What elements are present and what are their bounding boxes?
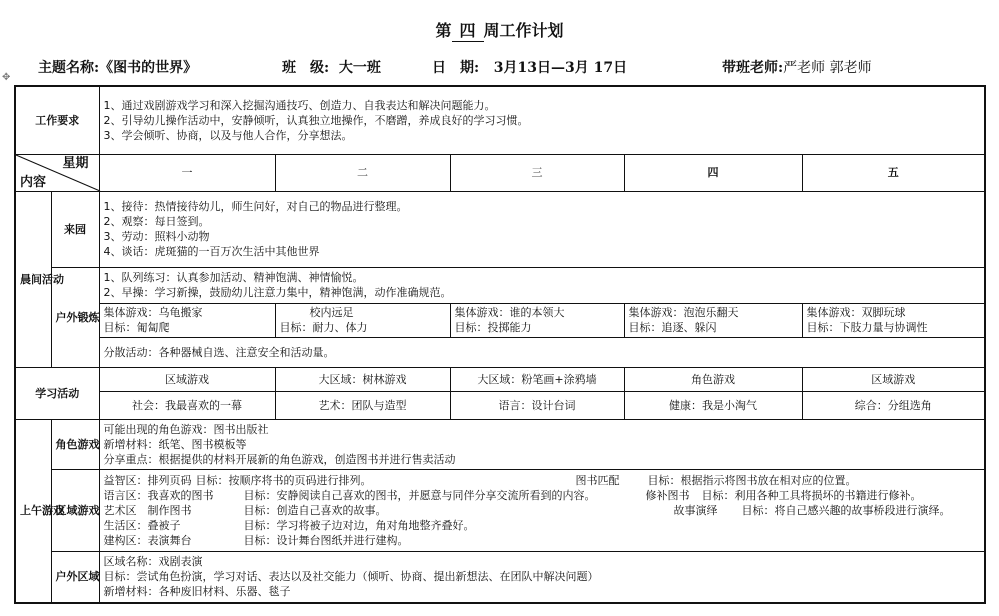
theme: [38, 57, 197, 77]
day-header-row: [15, 154, 985, 191]
area-extra-goal: 目标：根据指示将图书放在相对应的位置。: [647, 473, 857, 487]
learning-areas-row: [15, 367, 985, 391]
theme-value: 《图书的世界》: [99, 60, 198, 76]
area-name: 建构区：表演舞台: [103, 533, 192, 547]
day-mon: 一: [99, 154, 275, 191]
area-line: [104, 533, 981, 548]
outdoor-free: 分散活动：各种器械自选、注意安全和活动量。: [99, 337, 985, 367]
corner-top: 星期: [62, 155, 89, 171]
area-name: 语言区：我喜欢的图书: [103, 488, 214, 502]
learning-lesson: 健康：我是小淘气: [624, 391, 802, 419]
learning-label: 学习活动: [15, 367, 99, 419]
work-requirements-row: [15, 86, 985, 154]
arrive-line: 2、观察：每日签到。: [103, 215, 210, 228]
role-game-row: [15, 419, 985, 469]
game-name: 集体游戏：泡泡乐翻天: [628, 306, 739, 319]
area-extra-goal: 目标：利用各种工具将损坏的书籍进行修补。: [701, 488, 922, 502]
work-line: 1、通过戏剧游戏学习和深入挖掘沟通技巧、创造力、自我表达和解决问题能力。: [103, 98, 496, 112]
game-goal: 目标：耐力、体力: [279, 321, 368, 334]
day-wed: 三: [450, 154, 624, 191]
area-name: 生活区：叠被子: [103, 518, 181, 532]
area-goal: 目标：学习将被子边对边，角对角地整齐叠好。: [243, 518, 475, 532]
learning-lesson: 综合：分组选角: [802, 391, 985, 419]
teacher-info: [722, 57, 872, 77]
weekly-plan-table: [14, 85, 986, 604]
area-line: [104, 518, 981, 533]
morning-arrive-row: [15, 191, 985, 267]
arrive-line: 3、劳动：照料小动物: [103, 230, 210, 243]
game-mon: [99, 303, 275, 337]
area-content: [99, 469, 985, 551]
learning-lessons-row: [15, 391, 985, 419]
theme-label: 主题名称:: [38, 60, 100, 76]
role-line: 新增材料：纸笔、图书模板等: [103, 437, 247, 451]
corner-bottom: 内容: [20, 174, 47, 190]
corner-header: [15, 154, 99, 191]
day-fri: 五: [802, 154, 985, 191]
area-goal: 目标：按顺序将书的页码进行排列。: [195, 473, 372, 487]
game-name: 集体游戏：双脚玩球: [806, 306, 906, 319]
outdoor-area-line: 新增材料：各种废旧材料、乐器、毯子: [103, 585, 291, 599]
learning-lesson: 艺术：团队与造型: [275, 391, 450, 419]
work-content: [99, 86, 985, 154]
area-extra: 图书匹配: [575, 473, 620, 487]
date-info: [432, 57, 627, 77]
game-thu: [624, 303, 802, 337]
learning-area: 角色游戏: [624, 367, 802, 391]
class-value: 大一班: [338, 60, 381, 76]
game-goal: 目标：追逐、躲闪: [628, 321, 717, 334]
outdoor-line: 2、早操：学习新操，鼓励幼儿注意力集中，精神饱满，动作准确规范。: [103, 286, 452, 299]
learning-area: 区域游戏: [99, 367, 275, 391]
work-line: 3、学会倾听、协商，以及与他人合作，分享想法。: [103, 128, 353, 142]
work-label: 工作要求: [15, 86, 99, 154]
area-name: 益智区：排列页码: [103, 473, 192, 487]
learning-area: 大区域：粉笔画+涂鸦墙: [450, 367, 624, 391]
area-extra: 修补图书: [645, 488, 690, 502]
area-line: [104, 503, 981, 518]
move-handle-icon[interactable]: ✥: [2, 72, 11, 83]
learning-lesson: 社会：我最喜欢的一幕: [99, 391, 275, 419]
am-games-label: 上午游戏: [15, 419, 51, 603]
area-name: 艺术区 制作图书: [103, 503, 192, 517]
date-value: 3月13日—3月 17日: [493, 60, 628, 76]
area-extra-goal: 目标：将自己感兴趣的故事桥段进行演绎。: [741, 503, 951, 517]
area-line: [104, 488, 981, 503]
role-label: 角色游戏: [51, 419, 99, 469]
work-line: 2、引导幼儿操作活动中，安静倾听，认真独立地操作，不磨蹭，养成良好的学习习惯。: [103, 113, 529, 127]
outdoor-area-row: [15, 551, 985, 603]
role-line: 可能出现的角色游戏：图书出版社: [103, 422, 269, 436]
game-goal: 目标：匍匐爬: [103, 321, 170, 334]
outdoor-area-content: [99, 551, 985, 603]
arrive-label: 来园: [51, 191, 99, 267]
game-wed: [450, 303, 624, 337]
game-name: 集体游戏：谁的本领大: [454, 306, 565, 319]
date-label: 日 期:: [432, 60, 480, 76]
area-line: [104, 473, 981, 488]
area-label: 区域游戏: [51, 469, 99, 551]
outdoor-free-row: [15, 337, 985, 367]
game-fri: [802, 303, 985, 337]
outdoor-games-row: [15, 303, 985, 337]
role-content: [99, 419, 985, 469]
day-tue: 二: [275, 154, 450, 191]
page-title: [0, 18, 999, 42]
game-name: 校内远足: [309, 306, 354, 319]
game-goal: 目标：投掷能力: [454, 321, 532, 334]
teacher-label: 带班老师:: [722, 60, 784, 76]
outdoor-line: 1、队列练习：认真参加活动、精神饱满、神情愉悦。: [103, 271, 364, 284]
title-prefix: 第: [435, 21, 452, 40]
arrive-line: 4、谈话：虎斑猫的一百万次生活中其他世界: [103, 245, 320, 258]
outdoor-intro: [99, 267, 985, 303]
outdoor-area-line: 目标：尝试角色扮演，学习对话、表达以及社交能力（倾听、协商、提出新想法、在团队中解决问题）: [103, 570, 599, 584]
game-goal: 目标：下肢力量与协调性: [806, 321, 928, 334]
learning-lesson: 语言：设计台词: [450, 391, 624, 419]
class-info: [282, 57, 381, 77]
arrive-line: 1、接待：热情接待幼儿，师生问好，对自己的物品进行整理。: [103, 200, 408, 213]
game-tue: [275, 303, 450, 337]
learning-area: 大区域：树林游戏: [275, 367, 450, 391]
outdoor-intro-row: [15, 267, 985, 303]
outdoor-area-label: 户外区域: [51, 551, 99, 603]
area-goal: 目标：安静阅读自己喜欢的图书，并愿意与同伴分享交流所看到的内容。: [243, 488, 596, 502]
class-label: 班 级:: [282, 60, 330, 76]
area-extra: 故事演绎: [673, 503, 718, 517]
outdoor-area-line: 区域名称：戏剧表演: [103, 555, 203, 569]
area-goal: 目标：设计舞台图纸并进行建构。: [243, 533, 409, 547]
day-thu: 四: [624, 154, 802, 191]
game-name: 集体游戏：乌龟搬家: [103, 306, 203, 319]
week-number: 四: [452, 18, 484, 42]
role-line: 分享重点：根据提供的材料开展新的角色游戏，创造图书并进行售卖活动: [103, 452, 456, 466]
arrive-content: [99, 191, 985, 267]
learning-area: 区域游戏: [802, 367, 985, 391]
morning-label: 晨间活动: [15, 191, 51, 367]
area-goal: 目标：创造自己喜欢的故事。: [243, 503, 387, 517]
title-suffix: 周工作计划: [483, 21, 564, 40]
teacher-value: 严老师 郭老师: [783, 60, 872, 76]
outdoor-label: 户外锻炼: [51, 267, 99, 367]
area-game-row: [15, 469, 985, 551]
